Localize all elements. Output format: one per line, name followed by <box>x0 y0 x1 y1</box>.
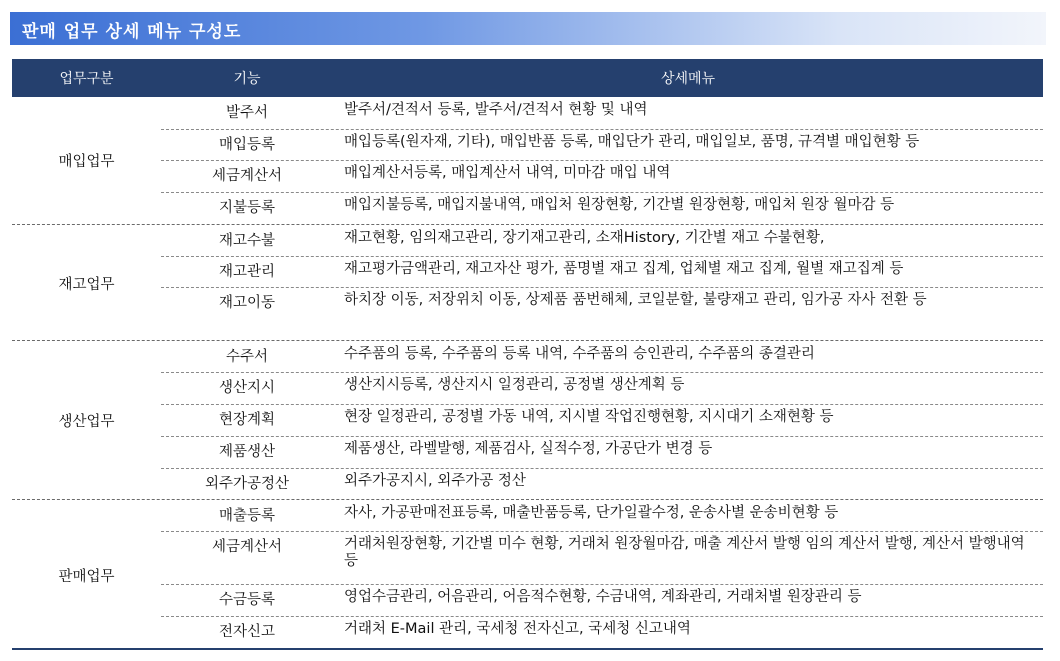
page-title: 판매 업무 상세 메뉴 구성도 <box>22 22 242 42</box>
group-label-sales: 판매업무 <box>58 569 115 585</box>
table-header <box>12 59 1043 97</box>
header-detail: 상세메뉴 <box>660 71 716 87</box>
table-row <box>161 256 1043 287</box>
function-cell: 전자신고 <box>218 624 276 640</box>
table-row <box>161 468 1043 499</box>
detail-cell: 매입계산서등록, 매입계산서 내역, 미마감 매입 내역 <box>344 165 671 181</box>
table-row <box>161 436 1043 468</box>
function-cell: 재고수불 <box>218 233 276 249</box>
function-cell: 수금등록 <box>218 592 276 608</box>
detail-cell: 발주서/견적서 등록, 발주서/견적서 현황 및 내역 <box>344 102 648 118</box>
table-row <box>161 225 1043 256</box>
function-cell: 현장계획 <box>218 412 276 428</box>
detail-cell: 하치장 이동, 저장위치 이동, 상제품 품번해체, 코일분할, 불량재고 관리, 임가공 자사 전환 등 <box>344 292 927 308</box>
function-cell: 재고관리 <box>218 264 276 280</box>
table-row <box>161 192 1043 224</box>
function-cell: 매입등록 <box>218 137 276 153</box>
function-cell: 세금계산서 <box>211 539 283 555</box>
table-row <box>161 531 1043 583</box>
function-cell: 재고이동 <box>218 295 276 311</box>
detail-cell: 자사, 가공판매전표등록, 매출반품등록, 단가일괄수정, 운송사별 운송비현황 등 <box>344 505 839 521</box>
detail-cell: 거래처원장현황, 기간별 미수 현황, 거래처 원장월마감, 매출 계산서 발행 임의 계산서 발행, 계산서 발행내역 등 <box>344 536 1025 569</box>
detail-cell: 생산지시등록, 생산지시 일정관리, 공정별 생산계획 등 <box>344 377 685 393</box>
function-cell: 수주서 <box>225 349 269 365</box>
table-row <box>161 160 1043 192</box>
table-row <box>161 404 1043 436</box>
function-cell: 제품생산 <box>218 444 276 460</box>
table-row <box>161 584 1043 616</box>
table-row <box>161 500 1043 531</box>
table-bottom-border <box>12 648 1043 650</box>
group-label-purchase: 매입업무 <box>58 154 115 170</box>
table-row <box>161 287 1043 339</box>
function-cell: 세금계산서 <box>211 168 283 184</box>
detail-cell: 현장 일정관리, 공정별 가동 내역, 지시별 작업진행현황, 지시대기 소재현황 등 <box>344 409 834 425</box>
detail-cell: 재고평가금액관리, 재고자산 평가, 품명별 재고 집계, 업체별 재고 집계, 월별 재고집계 등 <box>344 261 904 277</box>
detail-cell: 거래처 E-Mail 관리, 국세청 전자신고, 국세청 신고내역 <box>344 621 691 637</box>
function-cell: 생산지시 <box>218 380 276 396</box>
table-row <box>161 341 1043 372</box>
detail-cell: 영업수금관리, 어음관리, 어음적수현황, 수금내역, 계좌관리, 거래처별 원장관리 등 <box>344 589 862 605</box>
table-row <box>161 97 1043 129</box>
group-label-inventory: 재고업무 <box>58 277 115 293</box>
function-cell: 발주서 <box>225 105 269 121</box>
detail-cell: 매입지불등록, 매입지불내역, 매입처 원장현황, 기간별 원장현황, 매입처 원장 월마감 등 <box>344 197 895 213</box>
table-row <box>161 129 1043 160</box>
title-bar <box>10 12 1046 45</box>
detail-cell: 외주가공지시, 외주가공 정산 <box>344 473 526 489</box>
table-row <box>161 616 1043 647</box>
header-category: 업무구분 <box>59 71 114 87</box>
table-row <box>161 372 1043 404</box>
group-label-production: 생산업무 <box>58 414 115 430</box>
header-function: 기능 <box>233 71 261 87</box>
detail-cell: 매입등록(원자재, 기타), 매입반품 등록, 매입단가 관리, 매입일보, 품명, 규격별 매입현황 등 <box>344 134 920 150</box>
function-cell: 지불등록 <box>218 200 276 216</box>
detail-cell: 제품생산, 라벨발행, 제품검사, 실적수정, 가공단가 변경 등 <box>344 441 713 457</box>
detail-cell: 재고현황, 임의재고관리, 장기재고관리, 소재History, 기간별 재고 수불현황, <box>344 230 825 246</box>
function-cell: 외주가공정산 <box>204 476 290 492</box>
function-cell: 매출등록 <box>218 508 276 524</box>
detail-cell: 수주품의 등록, 수주품의 등록 내역, 수주품의 승인관리, 수주품의 종결관리 <box>344 346 815 362</box>
